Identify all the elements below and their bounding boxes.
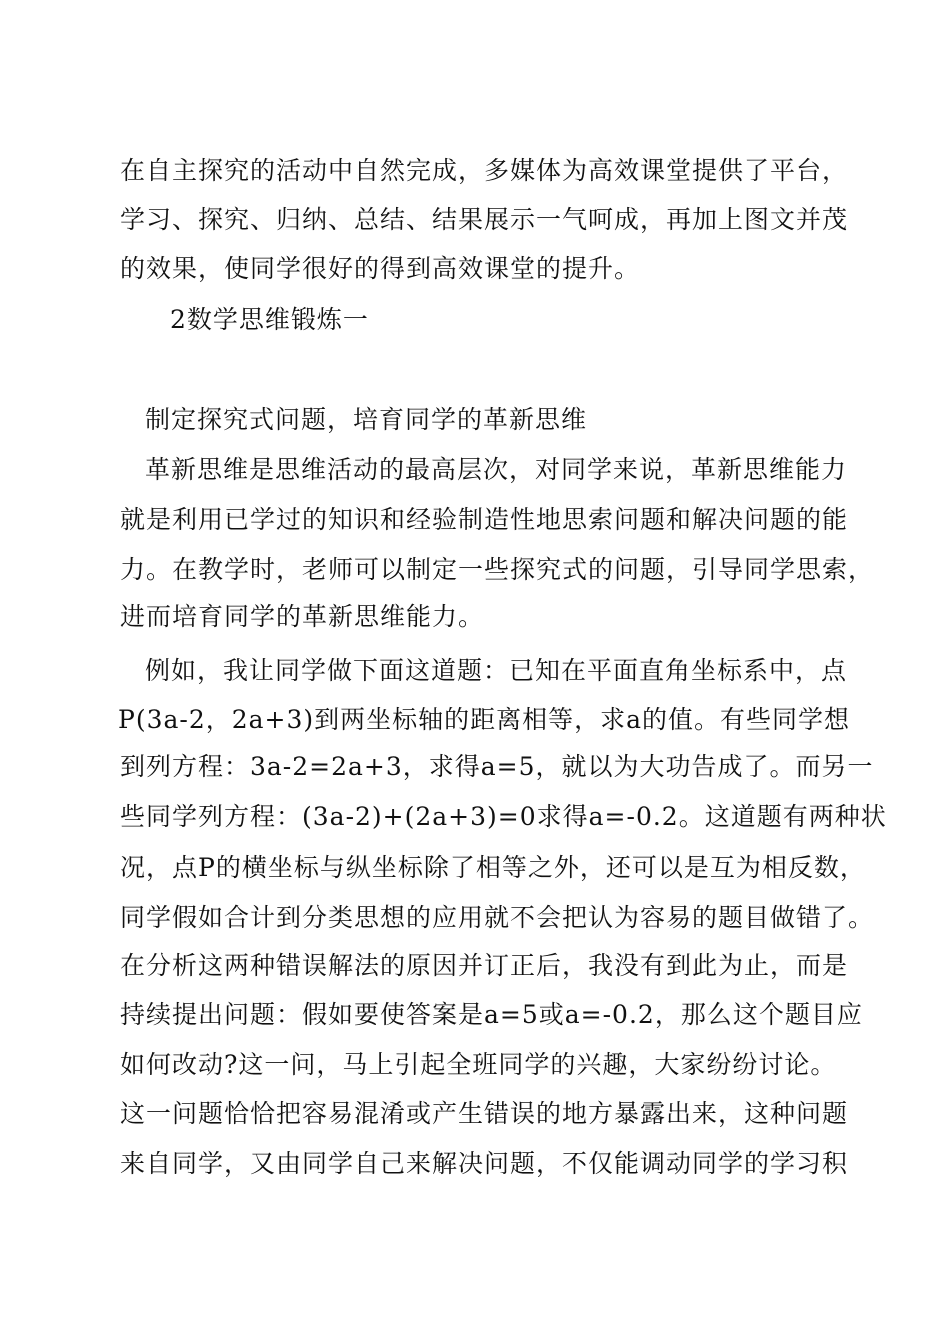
paragraph-line: 力。在教学时，老师可以制定一些探究式的问题，引导同学思索，: [120, 555, 875, 584]
paragraph-line: 学习、探究、归纳、总结、结果展示一气呵成，再加上图文并茂: [120, 205, 849, 234]
paragraph-line: 在自主探究的活动中自然完成，多媒体为高效课堂提供了平台，: [120, 156, 849, 185]
paragraph-line: 就是利用已学过的知识和经验制造性地思索问题和解决问题的能: [120, 505, 849, 534]
paragraph-line: 些同学列方程：(3a-2)+(2a+3)=0求得a=-0.2。这道题有两种状: [120, 802, 887, 831]
subsection-heading: 制定探究式问题，培育同学的革新思维: [145, 405, 588, 434]
paragraph-line: 革新思维是思维活动的最高层次，对同学来说，革新思维能力: [145, 455, 848, 484]
paragraph-line: 况，点P的横坐标与纵坐标除了相等之外，还可以是互为相反数，: [120, 853, 866, 882]
paragraph-line: 的效果，使同学很好的得到高效课堂的提升。: [120, 254, 641, 283]
paragraph-line: 持续提出问题：假如要使答案是a=5或a=-0.2，那么这个题目应: [120, 1000, 863, 1029]
paragraph-line: 同学假如合计到分类思想的应用就不会把认为容易的题目做错了。: [120, 903, 875, 932]
paragraph-line: P(3a-2，2a+3)到两坐标轴的距离相等，求a的值。有些同学想: [118, 705, 851, 734]
paragraph-line: 来自同学，又由同学自己来解决问题，不仅能调动同学的学习积: [120, 1149, 849, 1178]
paragraph-line: 到列方程：3a-2=2a+3，求得a=5，就以为大功告成了。而另一: [120, 752, 874, 781]
paragraph-line: 进而培育同学的革新思维能力。: [120, 602, 485, 631]
section-heading: 2数学思维锻炼一: [170, 305, 369, 334]
paragraph-line: 如何改动?这一问，马上引起全班同学的兴趣，大家纷纷讨论。: [120, 1050, 837, 1079]
paragraph-line: 例如，我让同学做下面这道题：已知在平面直角坐标系中，点: [145, 656, 848, 685]
paragraph-line: 在分析这两种错误解法的原因并订正后，我没有到此为止，而是: [120, 951, 849, 980]
paragraph-line: 这一问题恰恰把容易混淆或产生错误的地方暴露出来，这种问题: [120, 1099, 849, 1128]
